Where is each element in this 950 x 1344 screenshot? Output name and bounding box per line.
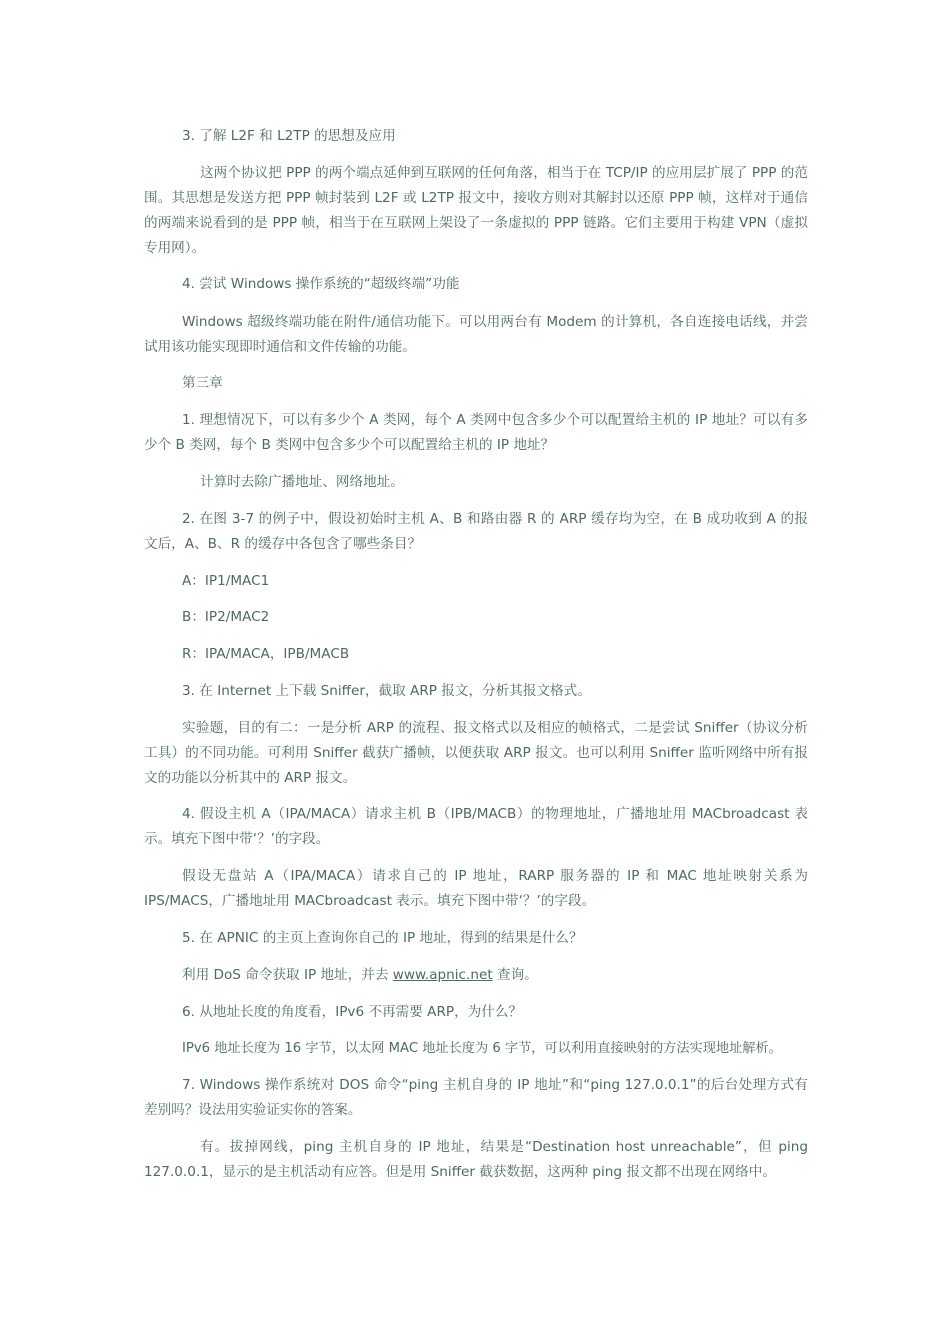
chapter-title: 第三章	[182, 375, 223, 391]
answer-5	[144, 963, 808, 988]
question-4-rarp: 假设无盘站 A（IPA/MACA）请求自己的 IP 地址，RARP 服务器的 IP 和 MAC 地址映射关系为 IPS/MACS，广播地址用 MACbroadcast 表示。填充下图中带‘？’的字段。	[144, 868, 808, 909]
answer-5-text-pre: 利用 DoS 命令获取 IP 地址，并去	[182, 967, 393, 983]
answer-hyperterminal: Windows 超级终端功能在附件/通信功能下。可以用两台有 Modem 的计算机，各自连接电话线，并尝试用该功能实现即时通信和文件传输的功能。	[144, 314, 808, 355]
answer-2-a: A：IP1/MAC1	[182, 573, 270, 589]
answer-1: 计算时去除广播地址、网络地址。	[200, 474, 404, 490]
question-7: 7. Windows 操作系统对 DOS 命令“ping 主机自身的 IP 地址”和“ping 127.0.0.1”的后台处理方式有差别吗？设法用实验证实你的答案。	[144, 1077, 808, 1118]
question-6: 6. 从地址长度的角度看，IPv6 不再需要 ARP，为什么？	[182, 1004, 523, 1020]
question-1: 1. 理想情况下，可以有多少个 A 类网，每个 A 类网中包含多少个可以配置给主机的 IP 地址？可以有多少个 B 类网，每个 B 类网中包含多少个可以配置给主机的 IP 地址？	[144, 412, 808, 453]
question-5: 5. 在 APNIC 的主页上查询你自己的 IP 地址，得到的结果是什么？	[182, 930, 583, 946]
apnic-link[interactable]: www.apnic.net	[392, 967, 493, 983]
answer-5-text-post: 查询。	[492, 967, 538, 983]
question-4: 4. 假设主机 A（IPA/MACA）请求主机 B（IPB/MACB）的物理地址，广播地址用 MACbroadcast 表示。填充下图中带‘？’的字段。	[144, 806, 808, 847]
question-2: 2. 在图 3-7 的例子中，假设初始时主机 A、B 和路由器 R 的 ARP 缓存均为空，在 B 成功收到 A 的报文后，A、B、R 的缓存中各包含了哪些条目？	[144, 511, 808, 552]
answer-2-b: B：IP2/MAC2	[182, 609, 270, 625]
answer-2-r: R：IPA/MACA，IPB/MACB	[182, 646, 350, 662]
answer-3: 实验题，目的有二：一是分析 ARP 的流程、报文格式以及相应的帧格式，二是尝试 Sniffer（协议分析工具）的不同功能。可利用 Sniffer 截获广播帧，以便获取 ARP 报文。也可以利用 Sniffer 监听网络中所有报文的功能以分析其中的 ARP 报文。	[144, 720, 808, 786]
question-3: 3. 在 Internet 上下载 Sniffer，截取 ARP 报文，分析其报文格式。	[182, 683, 591, 699]
answer-7: 有。拔掉网线，ping 主机自身的 IP 地址，结果是“Destination host unreachable”，但 ping 127.0.0.1，显示的是主机活动有应答。但是用 Sniffer 截获数据，这两种 ping 报文都不出现在网络中。	[144, 1139, 808, 1180]
heading-hyperterminal: 4. 尝试 Windows 操作系统的“超级终端”功能	[182, 276, 460, 292]
answer-l2f-l2tp: 这两个协议把 PPP 的两个端点延伸到互联网的任何角落，相当于在 TCP/IP 的应用层扩展了 PPP 的范围。其思想是发送方把 PPP 帧封装到 L2F 或 L2TP 报文中，接收方则对其解封以还原 PPP 帧，这样对于通信的两端来说看到的是 PPP 帧，相当于在互联网上架设了一条虚拟的 PPP 链路。它们主要用于构建 VPN（虚拟专用网）。	[144, 165, 808, 256]
heading-l2f-l2tp: 3. 了解 L2F 和 L2TP 的思想及应用	[182, 128, 396, 144]
answer-6: IPv6 地址长度为 16 字节，以太网 MAC 地址长度为 6 字节，可以利用直接映射的方法实现地址解析。	[182, 1041, 782, 1056]
